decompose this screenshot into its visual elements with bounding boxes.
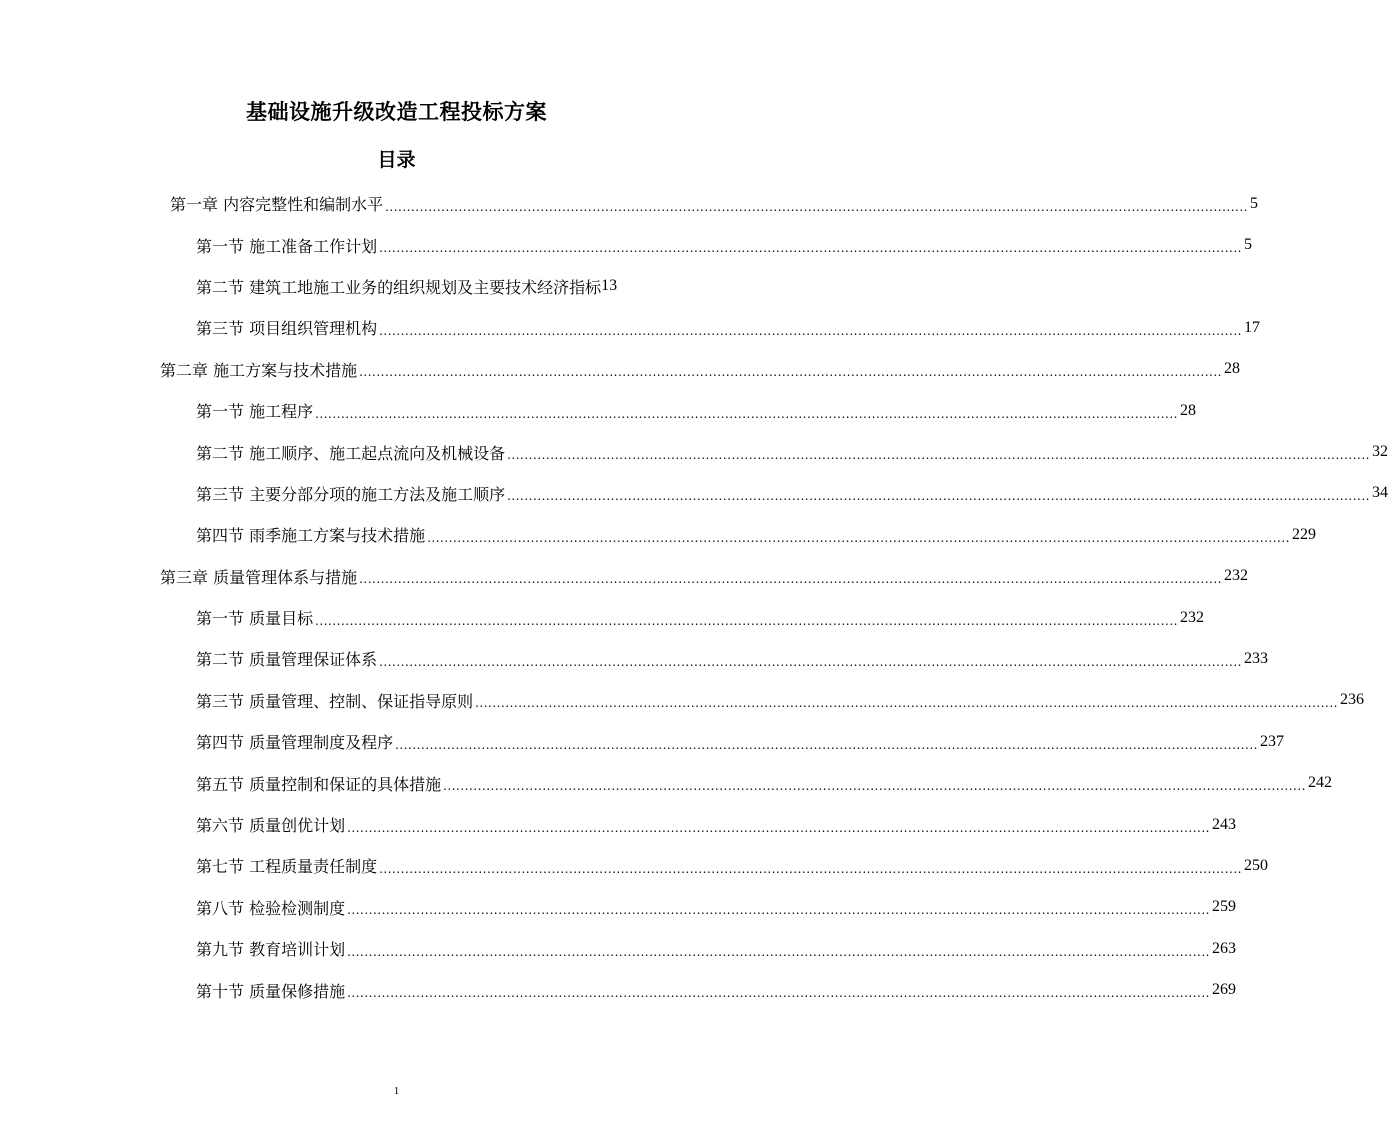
toc-entry-section[interactable] (0, 804, 1236, 845)
toc-dot-leader: ........................................................................................................................................................................................................ (507, 489, 1370, 504)
toc-entry-page: 28 (1179, 401, 1196, 419)
toc-entry-chapter-3[interactable] (0, 556, 1248, 597)
toc-entry-page: 232 (1179, 608, 1204, 626)
toc-entry-chapter-2[interactable] (0, 349, 1240, 390)
toc-entry-page: 32 (1371, 443, 1388, 461)
toc-entry-page: 263 (1211, 939, 1236, 957)
toc-entry-page: 34 (1371, 484, 1388, 502)
toc-entry-label: 第四节 质量管理制度及程序 (196, 733, 394, 753)
toc-entry-label: 第一节 质量目标 (196, 609, 314, 629)
toc-entry-label: 第二节 建筑工地施工业务的组织规划及主要技术经济指标 (196, 277, 602, 297)
toc-entry-section[interactable] (0, 390, 1196, 431)
toc-entry-chapter-1[interactable] (0, 183, 1258, 224)
toc-entry-label: 第三节 主要分部分项的施工方法及施工顺序 (196, 484, 506, 504)
toc-dot-leader: ........................................................................................................................................................................................................ (395, 737, 1258, 752)
toc-dot-leader: ........................................................................................................................................................................................................ (315, 406, 1178, 421)
toc-dot-leader: ........................................................................................................................................................................................................ (379, 241, 1242, 256)
toc-entry-label: 第八节 检验检测制度 (196, 898, 346, 918)
toc-entry-label: 第三章 质量管理体系与措施 (160, 567, 358, 587)
toc-entry-section[interactable] (0, 928, 1236, 969)
toc-entry-section[interactable] (0, 762, 1332, 803)
toc-dot-leader: ........................................................................................................................................................................................................ (379, 654, 1242, 669)
toc-entry-page: 250 (1243, 856, 1268, 874)
toc-entry-section[interactable] (0, 597, 1204, 638)
toc-dot-leader: ........................................................................................................................................................................................................ (443, 779, 1306, 794)
toc-dot-leader: ........................................................................................................................................................................................................ (359, 365, 1222, 380)
toc-entry-label: 第三节 质量管理、控制、保证指导原则 (196, 691, 474, 711)
toc-entry-label: 第三节 项目组织管理机构 (196, 319, 378, 339)
toc-dot-leader: ........................................................................................................................................................................................................ (359, 572, 1222, 587)
page-number: 1 (393, 1085, 400, 1097)
toc-dot-leader: ........................................................................................................................................................................................................ (507, 448, 1370, 463)
toc-entry-section[interactable] (0, 887, 1236, 928)
toc-entry-label: 第二节 施工顺序、施工起点流向及机械设备 (196, 443, 506, 463)
toc-entry-page: 236 (1339, 691, 1364, 709)
toc-entry-label: 第十节 质量保修措施 (196, 981, 346, 1001)
toc-entry-page: 269 (1211, 981, 1236, 999)
toc-entry-section[interactable] (0, 307, 1260, 348)
toc-entry-label: 第七节 工程质量责任制度 (196, 857, 378, 877)
toc-entry-section[interactable] (0, 431, 1388, 472)
toc-entry-page: 259 (1211, 898, 1236, 916)
toc-entry-page: 232 (1223, 567, 1248, 585)
toc-entry-page: 243 (1211, 815, 1236, 833)
toc-entry-section[interactable] (0, 638, 1268, 679)
toc-dot-leader: ........................................................................................................................................................................................................ (379, 323, 1242, 338)
table-of-contents (0, 183, 1388, 1011)
toc-dot-leader: ........................................................................................................................................................................................................ (347, 986, 1210, 1001)
toc-entry-label: 第六节 质量创优计划 (196, 816, 346, 836)
toc-entry-page: 5 (1249, 194, 1258, 212)
toc-entry-label: 第一节 施工程序 (196, 402, 314, 422)
toc-entry-section[interactable] (0, 224, 1252, 265)
toc-dot-leader: ........................................................................................................................................................................................................ (315, 613, 1178, 628)
toc-dot-leader: ........................................................................................................................................................................................................ (347, 820, 1210, 835)
toc-entry-label: 第二章 施工方案与技术措施 (160, 360, 358, 380)
toc-entry-section[interactable] (0, 514, 1316, 555)
toc-entry-section[interactable] (0, 845, 1268, 886)
toc-entry-section[interactable] (0, 266, 673, 307)
toc-dot-leader: ........................................................................................................................................................................................................ (385, 199, 1248, 214)
toc-entry-page: 242 (1307, 774, 1332, 792)
toc-entry-page: 237 (1259, 732, 1284, 750)
toc-entry-label: 第四节 雨季施工方案与技术措施 (196, 526, 426, 546)
toc-entry-label: 第九节 教育培训计划 (196, 940, 346, 960)
toc-entry-section[interactable] (0, 680, 1364, 721)
toc-entry-page: 5 (1243, 236, 1252, 254)
toc-entry-page: 233 (1243, 649, 1268, 667)
toc-entry-page: 229 (1291, 525, 1316, 543)
toc-entry-page: 13 (601, 277, 618, 295)
toc-entry-label: 第一节 施工准备工作计划 (196, 236, 378, 256)
toc-dot-leader: ........................................................................................................................................................................................................ (347, 903, 1210, 918)
toc-dot-leader: ........................................................................................................................................................................................................ (475, 696, 1338, 711)
toc-entry-label: 第一章 内容完整性和编制水平 (170, 195, 384, 215)
toc-entry-page: 28 (1223, 360, 1240, 378)
toc-entry-section[interactable] (0, 969, 1236, 1010)
toc-entry-section[interactable] (0, 473, 1388, 514)
document-title: 基础设施升级改造工程投标方案 (246, 100, 547, 124)
toc-entry-label: 第二节 质量管理保证体系 (196, 650, 378, 670)
toc-heading: 目录 (377, 149, 416, 171)
toc-entry-page: 17 (1243, 318, 1260, 336)
toc-dot-leader: ........................................................................................................................................................................................................ (379, 861, 1242, 876)
toc-entry-section[interactable] (0, 721, 1284, 762)
toc-entry-label: 第五节 质量控制和保证的具体措施 (196, 774, 442, 794)
toc-dot-leader: ........................................................................................................................................................................................................ (347, 944, 1210, 959)
toc-dot-leader: ........................................................................................................................................................................................................ (427, 530, 1290, 545)
